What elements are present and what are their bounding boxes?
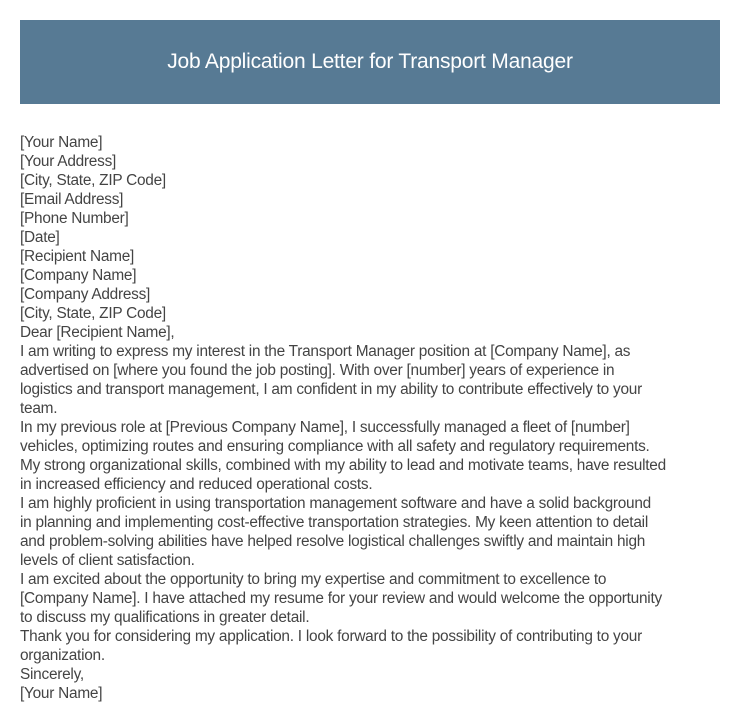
paragraph-line: My strong organizational skills, combined with my ability to lead and motivate teams, have resulted [20,457,666,474]
paragraph-line: logistics and transport management, I am confident in my ability to contribute effectively to your [20,381,642,398]
recipient-address: [Company Address] [20,286,151,303]
page-header [20,20,720,104]
paragraph-line: In my previous role at [Previous Company Name], I successfully managed a fleet of [number] [20,419,630,436]
paragraph-line: in planning and implementing cost-effective transportation strategies. My keen attention to detail [20,514,648,531]
page-title: Job Application Letter for Transport Manager [167,50,573,73]
salutation: Dear [Recipient Name], [20,324,175,341]
paragraph-thanks [20,627,730,665]
paragraph-line: I am excited about the opportunity to bring my expertise and commitment to excellence to [20,571,607,588]
paragraph-line: advertised on [where you found the job posting]. With over [number] years of experience in [20,362,615,379]
paragraph-skills [20,494,730,570]
sender-name: [Your Name] [20,134,103,151]
signature: [Your Name] [20,685,103,702]
paragraph-motivation [20,570,730,627]
sender-block [20,133,730,247]
letter-date: [Date] [20,229,60,246]
paragraph-line: and problem-solving abilities have helped resolve logistical challenges swiftly and maintain high [20,533,646,550]
recipient-block [20,247,730,323]
paragraph-line: organization. [20,647,105,664]
recipient-city: [City, State, ZIP Code] [20,305,166,322]
paragraph-line: levels of client satisfaction. [20,552,195,569]
recipient-company: [Company Name] [20,267,137,284]
sender-address: [Your Address] [20,153,117,170]
paragraph-line: vehicles, optimizing routes and ensuring compliance with all safety and regulatory requirements. [20,438,650,455]
paragraph-line: in increased efficiency and reduced operational costs. [20,476,373,493]
closing: Sincerely, [20,666,84,683]
paragraph-line: to discuss my qualifications in greater detail. [20,609,310,626]
paragraph-line: I am writing to express my interest in the Transport Manager position at [Company Name], as [20,343,631,360]
paragraph-line: team. [20,400,58,417]
recipient-name: [Recipient Name] [20,248,135,265]
paragraph-intro [20,342,730,418]
paragraph-line: [Company Name]. I have attached my resume for your review and would welcome the opportunity [20,590,662,607]
sender-email: [Email Address] [20,191,124,208]
paragraph-line: Thank you for considering my application. I look forward to the possibility of contributing to your [20,628,642,645]
paragraph-experience [20,418,730,494]
letter-body [20,133,730,703]
sender-phone: [Phone Number] [20,210,129,227]
paragraph-line: I am highly proficient in using transportation management software and have a solid background [20,495,651,512]
sender-city: [City, State, ZIP Code] [20,172,166,189]
